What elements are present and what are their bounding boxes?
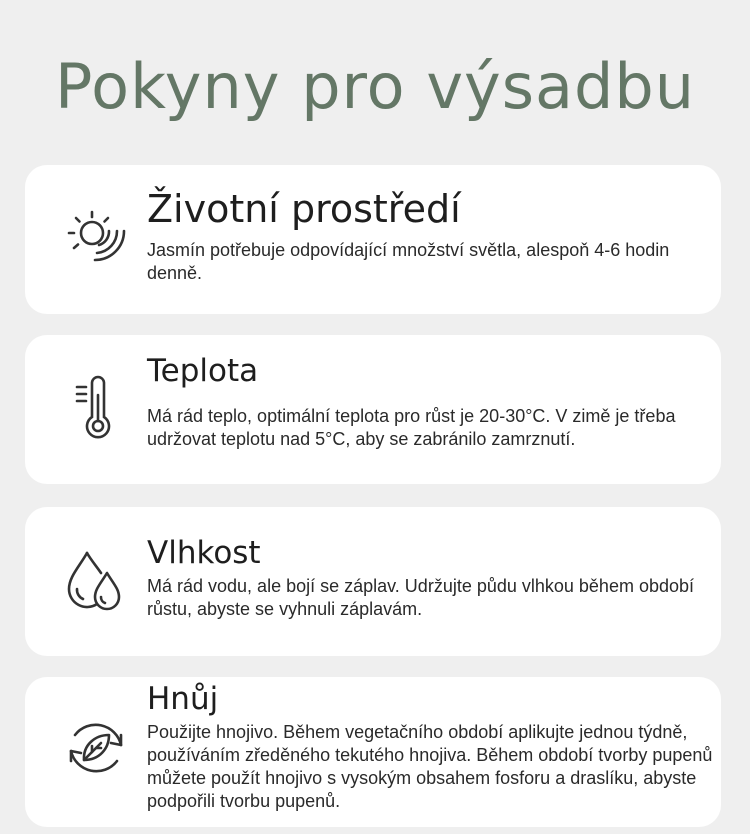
water-drops-icon [61,545,131,615]
section-heading: Životní prostředí [147,187,461,231]
page-title: Pokyny pro výsadbu [55,50,695,123]
section-card-temperature [25,335,721,484]
section-card-environment [25,165,721,314]
section-heading: Vlhkost [147,535,261,571]
section-heading: Hnůj [147,681,219,717]
leaf-recycle-icon [61,713,131,783]
section-text: Má rád vodu, ale bojí se záplav. Udržujte půdu vlhkou během období růstu, abyste se vyhnuli záplavám. [147,576,695,619]
section-text: Jasmín potřebuje odpovídající množství světla, alespoň 4-6 hodin denně. [147,240,670,283]
section-text: Má rád teplo, optimální teplota pro růst je 20-30°C. V zimě je třeba udržovat teplotu nad 5°C, aby se zabránilo zamrznutí. [147,406,676,449]
section-text: Použijte hnojivo. Během vegetačního období aplikujte jednou týdně, používáním zředěného tekutého hnojiva. Během období tvorby pupenů můžete použít hnojivo s vysokým obsahem fosforu a draslíku, abyste podpořili tvorbu pupenů. [147,722,713,811]
thermometer-icon [61,373,131,443]
section-card-humidity [25,507,721,656]
section-card-fertilizer [25,677,721,827]
section-heading: Teplota [147,353,259,389]
sun-icon [61,199,131,269]
